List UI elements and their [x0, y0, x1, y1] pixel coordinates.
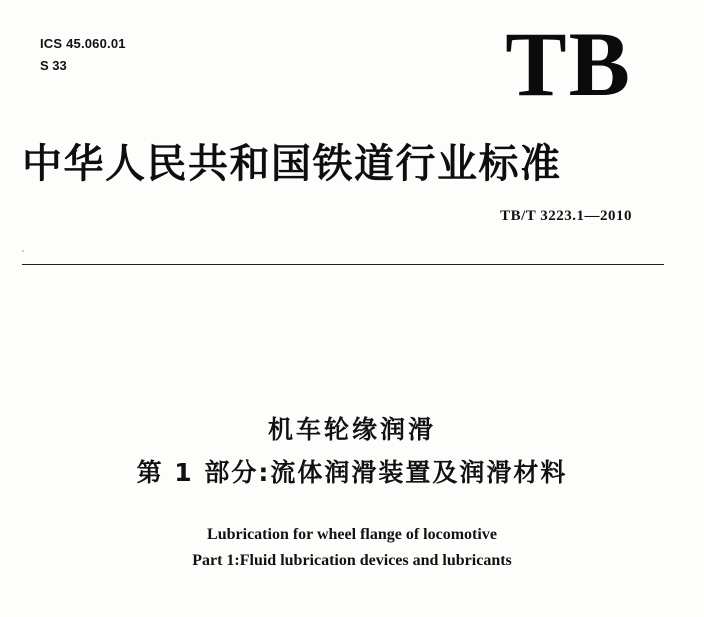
standard-title: 中华人民共和国铁道行业标准 [22, 141, 562, 187]
tb-logo: TB [505, 13, 632, 115]
ccs-code: S 33 [40, 58, 67, 73]
english-title-line-2: Part 1:Fluid lubrication devices and lubricants [192, 552, 512, 569]
chinese-title-line-2: 第 1 部分:流体润滑装置及润滑材料 [136, 458, 568, 487]
scan-speck [22, 250, 24, 252]
english-title-line-1: Lubrication for wheel flange of locomotive [207, 526, 497, 543]
chinese-title-line-1: 机车轮缘润滑 [267, 415, 436, 444]
standard-number: TB/T 3223.1—2010 [500, 208, 632, 224]
header-divider [22, 264, 664, 265]
ics-code: ICS 45.060.01 [40, 36, 126, 51]
